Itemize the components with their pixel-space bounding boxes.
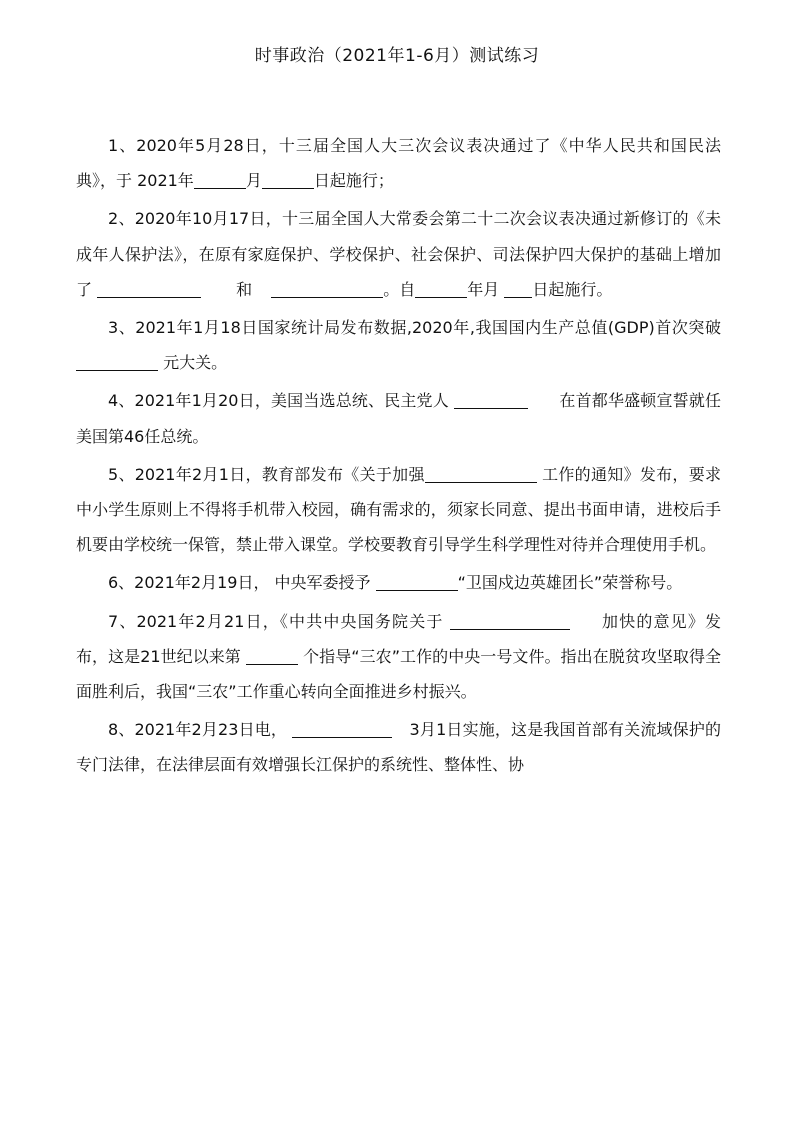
answer-blank[interactable] bbox=[292, 717, 392, 738]
answer-blank[interactable] bbox=[76, 350, 158, 371]
answer-blank[interactable] bbox=[450, 609, 570, 630]
question-4 bbox=[76, 383, 721, 453]
question-text: 年月 bbox=[467, 279, 505, 299]
question-1 bbox=[76, 128, 721, 198]
question-2 bbox=[76, 201, 721, 307]
answer-blank[interactable] bbox=[454, 388, 528, 409]
question-text: 4、2021年1月20日，美国当选总统、民主党人 bbox=[108, 391, 455, 411]
question-text: 。自 bbox=[383, 279, 416, 299]
question-5 bbox=[76, 457, 721, 563]
question-text: 1、2020年5月28日，十三届全国人大三次会议表决通过了《中华人民共和国民法典》，于 2021年 bbox=[76, 136, 721, 191]
question-3 bbox=[76, 310, 721, 380]
question-text: 加快的意见》发布，这是21世纪以来第 bbox=[76, 611, 721, 666]
answer-blank[interactable] bbox=[246, 644, 298, 665]
answer-blank[interactable] bbox=[262, 168, 314, 189]
answer-blank[interactable] bbox=[504, 277, 532, 298]
question-text: 工作的通知》发布，要求中小学生原则上不得将手机带入校园，确有需求的，须家长同意、提出书面申请，进校后手机要由学校统一保管，禁止带入课堂。学校要教育引导学生科学理性对待并合理使用手机。 bbox=[76, 464, 721, 555]
question-text: 在首都华盛顿宣誓就任美国第46任总统。 bbox=[76, 391, 721, 446]
answer-blank[interactable] bbox=[97, 277, 201, 298]
answer-blank[interactable] bbox=[194, 168, 246, 189]
question-text: 3、2021年1月18日国家统计局发布数据,2020年,我国国内生产总值(GDP)首次突破 bbox=[108, 318, 721, 338]
question-text: 5、2021年2月1日，教育部发布《关于加强 bbox=[108, 464, 425, 484]
question-6 bbox=[76, 565, 721, 600]
answer-blank[interactable] bbox=[425, 462, 537, 483]
answer-blank[interactable] bbox=[376, 570, 458, 591]
question-text: 日起施行。 bbox=[532, 279, 613, 299]
question-list bbox=[76, 128, 721, 783]
question-text: 8、2021年2月23日电， bbox=[108, 720, 293, 740]
answer-blank[interactable] bbox=[415, 277, 467, 298]
question-text: 3月1日实施，这是我国首部有关流域保护的专门法律，在法律层面有效增强长江保护的系统性、整体性、协 bbox=[76, 720, 721, 775]
question-8 bbox=[76, 712, 721, 782]
question-text: 日起施行； bbox=[313, 171, 394, 191]
question-7 bbox=[76, 604, 721, 710]
question-text: 和 bbox=[231, 279, 258, 299]
question-text: “卫国戍边英雄团长”荣誉称号。 bbox=[457, 573, 683, 593]
question-text: 7、2021年2月21日，《中共中央国务院关于 bbox=[108, 611, 450, 631]
question-text: 元大关。 bbox=[158, 353, 228, 373]
question-text: 2、2020年10月17日，十三届全国人大常委会第二十二次会议表决通过新修订的《未成年人保护法》，在原有家庭保护、学校保护、社会保护、司法保护四大保护的基础上增加了 bbox=[76, 209, 721, 299]
question-text: 个指导“三农”工作的中央一号文件。指出在脱贫攻坚取得全面胜利后，我国“三农”工作重心转向全面推进乡村振兴。 bbox=[76, 646, 721, 702]
question-text: 月 bbox=[245, 171, 262, 191]
question-text: 6、2021年2月19日， 中央军委授予 bbox=[108, 573, 376, 593]
document-title: 时事政治（2021年1-6月）测试练习 bbox=[254, 46, 540, 66]
answer-blank[interactable] bbox=[271, 277, 383, 298]
